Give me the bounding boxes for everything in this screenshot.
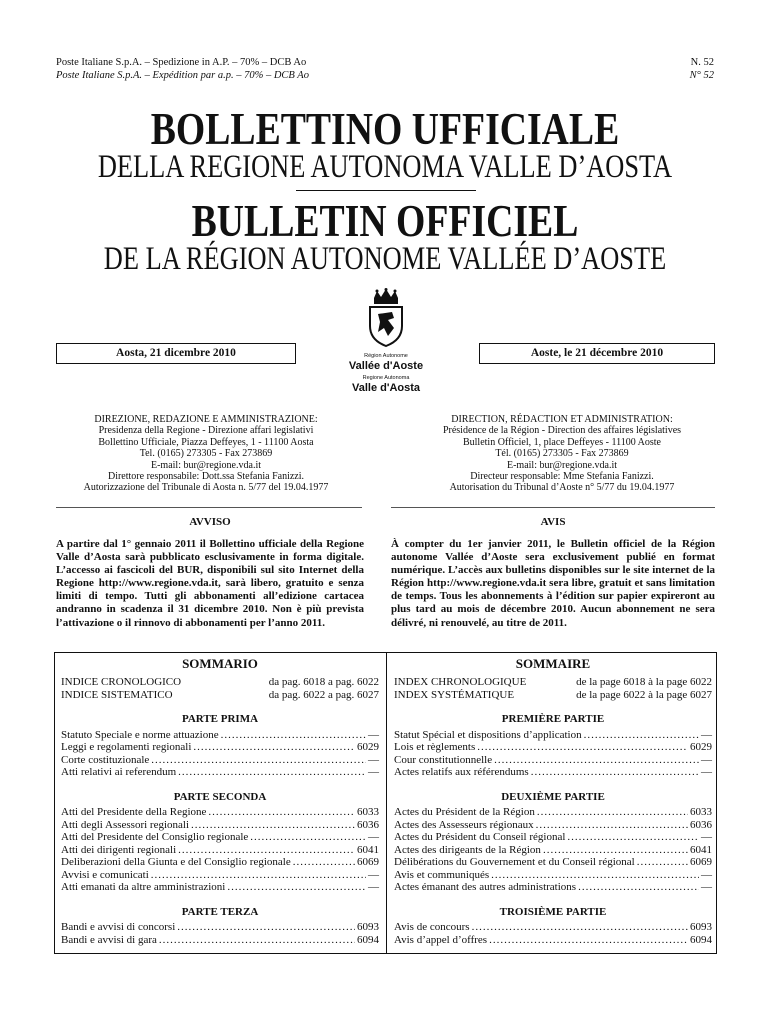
toc-entry-page: 6029: [690, 741, 712, 753]
editorial-line: Tél. (0165) 273305 - Fax 273869: [495, 448, 629, 460]
toc-entry-page: 6036: [357, 818, 379, 831]
toc-entry[interactable]: [61, 729, 379, 742]
index-row: [61, 676, 379, 689]
toc-entry-label: Avvisi e comunicati: [61, 868, 149, 881]
editorial-line: Presidenza della Regione - Direzione affari legislativi: [98, 425, 314, 437]
toc-entry-label: Statuto Speciale e norme attuazione: [61, 728, 219, 741]
toc-entry[interactable]: [61, 921, 379, 934]
toc-entry-label: Avis et communiqués: [394, 868, 490, 881]
index-pages: de la page 6018 à la page 6022: [576, 676, 712, 688]
part-title: PARTE SECONDA: [173, 790, 267, 803]
leader-dots: [208, 806, 355, 819]
leader-dots: [151, 754, 366, 767]
index-label: INDEX CHRONOLOGIQUE: [394, 676, 527, 688]
toc-entry[interactable]: [394, 766, 712, 779]
toc-entry-label: Atti relativi ai referendum: [61, 766, 177, 778]
postal-line-fr: Poste Italiane S.p.A. – Expédition par a.p. – 70% – DCB Ao: [56, 70, 309, 81]
region-coat-of-arms-logo: [348, 288, 424, 402]
toc-entry[interactable]: [61, 741, 379, 754]
toc-entry-label: Avis de concours: [394, 921, 470, 933]
toc-entry[interactable]: [394, 856, 712, 869]
editorial-line: Direttore responsabile: Dott.ssa Stefania Fanizzi.: [107, 471, 305, 483]
toc-entry-page: —: [368, 881, 379, 893]
leader-dots: [177, 921, 355, 934]
leader-dots: [227, 881, 366, 894]
notice-it: [56, 515, 364, 630]
toc-entry-label: Statut Spécial et dispositions d’application: [394, 728, 582, 741]
toc-entry-page: 6094: [357, 933, 379, 946]
editorial-line: Directeur responsable: Mme Stefania Fanizzi.: [470, 471, 654, 483]
index-pages: de la page 6022 à la page 6027: [576, 688, 712, 701]
toc-entry[interactable]: [394, 831, 712, 844]
toc-entry-label: Actes des dirigeants de la Région: [394, 843, 541, 856]
leader-dots: [543, 844, 688, 857]
toc-entry[interactable]: [61, 754, 379, 767]
toc-entry-label: Avis d’appel d’offres: [394, 933, 488, 946]
postal-info-left: [56, 56, 309, 82]
masthead-subtitle-it: DELLA REGIONE AUTONOMA VALLE D’AOSTA: [97, 149, 673, 185]
leader-dots: [531, 766, 699, 779]
toc-entry[interactable]: [394, 741, 712, 754]
toc-entry-label: Corte costituzionale: [61, 753, 150, 766]
toc-entry-label: Atti dei dirigenti regionali: [61, 843, 177, 856]
notice-title-it: AVVISO: [189, 516, 231, 528]
masthead-subtitle-fr: DE LA RÉGION AUTONOME VALLÉE D’AOSTE: [103, 241, 667, 277]
toc-entry-label: Actes du Président de la Région: [394, 806, 535, 818]
toc-entry[interactable]: [394, 921, 712, 934]
masthead-title-fr: BULLETIN OFFICIEL: [191, 195, 579, 246]
toc-entry[interactable]: [394, 881, 712, 894]
toc-entry-label: Délibérations du Gouvernement et du Conseil régional: [394, 856, 635, 868]
toc-entry-page: —: [368, 831, 379, 843]
editorial-line: Autorisation du Tribunal d’Aoste n° 5/77 du 19.04.1977: [449, 482, 675, 494]
editorial-line: Bulletin Officiel, 1, place Deffeyes - 11100 Aoste: [462, 436, 661, 448]
index-row: [394, 676, 712, 689]
editorial-line: DIRECTION, RÉDACTION ET ADMINISTRATION:: [451, 414, 673, 425]
logo-text-2: Vallée d'Aoste: [348, 360, 424, 372]
notice-fr: [391, 515, 715, 630]
leader-dots: [191, 819, 355, 832]
leader-dots: [250, 831, 366, 844]
leader-dots: [293, 856, 355, 869]
index-label: INDICE CRONOLOGICO: [61, 676, 182, 688]
leader-dots: [472, 921, 688, 934]
part-title: PREMIÈRE PARTIE: [501, 713, 605, 725]
toc-entry-page: —: [701, 868, 712, 881]
toc-entry-page: 6069: [357, 856, 379, 868]
divider: [56, 507, 362, 508]
issue-number-fr: N° 52: [689, 70, 714, 81]
toc-entry-page: —: [701, 881, 712, 893]
toc-column-it: [61, 653, 379, 946]
editorial-line: Autorizzazione del Tribunale di Aosta n. 5/77 del 19.04.1977: [83, 482, 329, 494]
toc-column-fr: [394, 653, 712, 946]
editorial-line: E-mail: bur@regione.vda.it: [150, 459, 261, 471]
toc-entry[interactable]: [394, 869, 712, 882]
toc-entry[interactable]: [394, 819, 712, 832]
toc-entry[interactable]: [61, 844, 379, 857]
masthead-separator: [296, 190, 476, 191]
toc-entry[interactable]: [61, 831, 379, 844]
toc-entry-page: 6041: [357, 843, 379, 856]
crown-icon: [374, 288, 398, 304]
notice-text-it: A partire dal 1° gennaio 2011 il Bollettino ufficiale della Regione Valle d’Aosta sarà pubblicato esclusivamente in forma digitale. L’accesso ai fascicoli del BUR, disponibili sul sito Internet della Regione http://www.regione.vda.it, sarà libero, gratuito e senza limiti di tempo. Tutti gli abbonamenti all’edizione cartacea andranno in scadenza il 31 dicembre 2010. Non è più prevista l’attivazione o il rinnovo di abbonamenti per l’anno 2011.: [56, 538, 364, 629]
toc-entry-label: Atti degli Assessori regionali: [61, 818, 190, 831]
toc-entry-page: —: [701, 766, 712, 778]
index-row: [61, 689, 379, 702]
leader-dots: [637, 856, 688, 869]
leader-dots: [494, 754, 699, 767]
editorial-line: Tel. (0165) 273305 - Fax 273869: [139, 448, 273, 460]
toc-entry-label: Cour constitutionnelle: [394, 753, 493, 766]
toc-entry[interactable]: [394, 934, 712, 947]
leader-dots: [159, 934, 355, 947]
leader-dots: [477, 741, 688, 754]
part-title: DEUXIÈME PARTIE: [501, 790, 605, 803]
toc-entry[interactable]: [61, 869, 379, 882]
toc-entry-page: 6069: [690, 856, 712, 868]
toc-entry[interactable]: [61, 881, 379, 894]
toc-entry-label: Actes des Assesseurs régionaux: [394, 818, 534, 831]
toc-entry-page: —: [368, 728, 379, 741]
toc-entry-page: —: [701, 728, 712, 741]
toc-entry-page: 6093: [357, 921, 379, 933]
toc-entry-label: Bandi e avvisi di concorsi: [61, 921, 176, 933]
toc-entry[interactable]: [61, 856, 379, 869]
toc-entry[interactable]: [61, 819, 379, 832]
notice-title-fr: AVIS: [540, 516, 566, 528]
editorial-info-it: [56, 414, 356, 494]
index-pages: da pag. 6018 a pag. 6022: [268, 676, 379, 688]
toc-title: SOMMAIRE: [515, 656, 591, 671]
date-box-fr: Aoste, le 21 décembre 2010: [479, 343, 715, 364]
leader-dots: [178, 844, 355, 857]
index-label: INDEX SYSTÉMATIQUE: [394, 688, 515, 701]
part-title: TROISIÈME PARTIE: [499, 905, 607, 918]
index-label: INDICE SISTEMATICO: [61, 688, 173, 701]
toc-entry-page: —: [368, 766, 379, 778]
leader-dots: [489, 934, 688, 947]
toc-entry-page: —: [701, 831, 712, 843]
toc-entry[interactable]: [61, 806, 379, 819]
leader-dots: [221, 729, 366, 742]
toc-entry-label: Bandi e avvisi di gara: [61, 933, 157, 946]
toc-entry-label: Actes relatifs aux référendums: [394, 766, 529, 778]
toc-entry-page: 6036: [690, 818, 712, 831]
logo-text-4: Valle d'Aosta: [351, 382, 421, 394]
part-title: PARTE TERZA: [181, 905, 259, 918]
index-pages: da pag. 6022 a pag. 6027: [268, 688, 379, 701]
editorial-line: DIREZIONE, REDAZIONE E AMMINISTRAZIONE:: [94, 414, 318, 425]
toc-entry-label: Actes du Président du Conseil régional: [394, 831, 566, 843]
toc-entry-label: Deliberazioni della Giunta e del Consiglio regionale: [61, 856, 291, 868]
editorial-info-fr: [412, 414, 712, 494]
table-of-contents: [54, 652, 717, 954]
leader-dots: [193, 741, 355, 754]
toc-entry-page: 6033: [690, 806, 712, 818]
toc-entry-label: Atti emanati da altre amministrazioni: [61, 881, 226, 893]
issue-number: [690, 56, 714, 82]
toc-entry-page: —: [701, 753, 712, 766]
toc-entry-page: —: [368, 868, 379, 881]
toc-entry-page: 6029: [357, 741, 379, 753]
toc-entry-label: Atti del Presidente del Consiglio regionale: [61, 831, 249, 843]
logo-text-1: Région Autonome: [364, 353, 408, 359]
editorial-line: Présidence de la Région - Direction des affaires législatives: [442, 425, 682, 437]
editorial-line: Bollettino Ufficiale, Piazza Deffeyes, 1 - 11100 Aosta: [98, 436, 314, 448]
toc-entry-page: 6094: [690, 933, 712, 946]
toc-entry[interactable]: [61, 766, 379, 779]
toc-entry-label: Atti del Presidente della Regione: [61, 806, 207, 818]
logo-text-3: Regione Autonoma: [362, 375, 410, 381]
toc-entry-page: 6033: [357, 806, 379, 818]
leader-dots: [537, 806, 688, 819]
toc-title: SOMMARIO: [182, 656, 258, 671]
part-title: PARTE PRIMA: [181, 713, 259, 725]
column-divider: [386, 653, 387, 953]
divider: [391, 507, 715, 508]
toc-entry-page: 6041: [690, 843, 712, 856]
toc-entry[interactable]: [394, 729, 712, 742]
toc-entry[interactable]: [61, 934, 379, 947]
masthead-title-it: BOLLETTINO UFFICIALE: [150, 103, 620, 154]
leader-dots: [536, 819, 688, 832]
leader-dots: [151, 869, 366, 882]
toc-entry-label: Lois et règlements: [394, 741, 476, 753]
shield-icon: [370, 307, 402, 346]
editorial-line: E-mail: bur@regione.vda.it: [506, 459, 617, 471]
toc-entry-page: 6093: [690, 921, 712, 933]
index-row: [394, 689, 712, 702]
toc-entry-label: Leggi e regolamenti regionali: [61, 741, 192, 753]
toc-entry[interactable]: [394, 844, 712, 857]
notice-text-fr: À compter du 1er janvier 2011, le Bulletin officiel de la Région autonome Vallée d’Aoste sera exclusivement publié en format numérique. L’accès aux bulletins disponibles sur le site internet de la Région http://www.regione.vda.it sera libre, gratuit et sans limitation de temps. Tous les abonnements à l’édition sur papier expireront au plus tard au mois de décembre 2010. Aucun abonnement ne sera délivré, ni renouvelé, au titre de 2011.: [391, 538, 715, 629]
leader-dots: [491, 869, 699, 882]
leader-dots: [584, 729, 699, 742]
toc-entry-page: —: [368, 753, 379, 766]
issue-number-it: N. 52: [690, 57, 714, 68]
leader-dots: [567, 831, 699, 844]
postal-line-it: Poste Italiane S.p.A. – Spedizione in A.P. – 70% – DCB Ao: [56, 57, 307, 68]
date-box-it: Aosta, 21 dicembre 2010: [56, 343, 296, 364]
leader-dots: [178, 766, 366, 779]
toc-entry-label: Actes émanant des autres administrations: [394, 881, 577, 893]
leader-dots: [578, 881, 699, 894]
toc-entry[interactable]: [394, 806, 712, 819]
toc-entry[interactable]: [394, 754, 712, 767]
